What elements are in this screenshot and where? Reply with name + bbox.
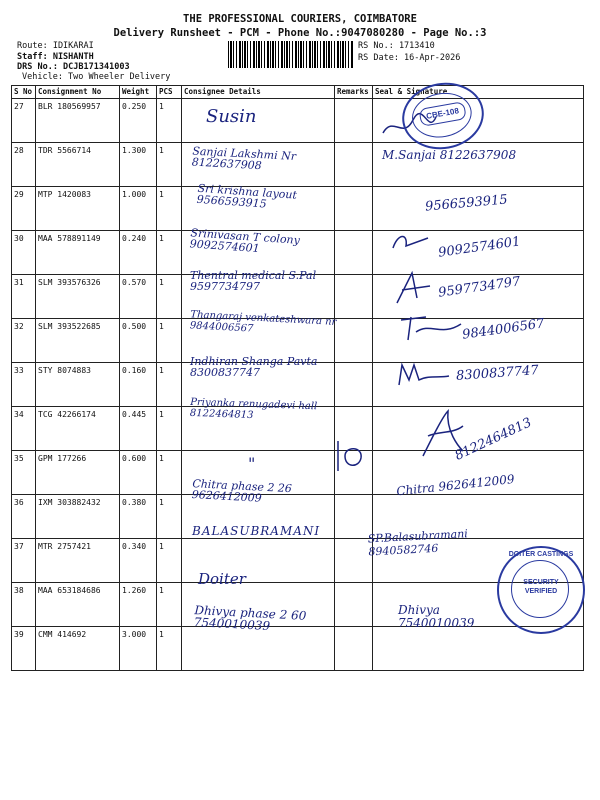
handwritten-consignee: Susin <box>206 106 257 127</box>
handwritten-signature: Chitra 9626412009 <box>395 472 516 499</box>
vehicle: Vehicle: Two Wheeler Delivery <box>22 72 171 82</box>
signature-stroke <box>397 273 430 303</box>
signature-stroke <box>393 236 428 248</box>
sno: 29 <box>12 187 36 231</box>
handwritten-consignee: Sri krishna layout 9566593915 <box>196 181 298 211</box>
col-signature: Seal & Signature <box>373 86 584 99</box>
consignment-no: TCG 42266174 <box>36 407 120 451</box>
handwritten-consignee: Priyanka renugadevi hall 8122464813 <box>189 396 318 422</box>
pcs: 1 <box>157 319 182 363</box>
handwritten-consignee: BALASUBRAMANI <box>192 524 321 538</box>
consignment-no: GPM 177266 <box>36 451 120 495</box>
sno: 27 <box>12 99 36 143</box>
handwritten-signature: 8122464813 <box>452 415 535 464</box>
pcs: 1 <box>157 143 182 187</box>
consignment-no: STY 8074883 <box>36 363 120 407</box>
company-title: THE PROFESSIONAL COURIERS, COIMBATORE <box>183 13 417 25</box>
handwritten-signature: 8300837747 <box>455 363 540 384</box>
signature-scribble <box>333 436 367 476</box>
signature-scribble <box>418 406 468 462</box>
col-consignment: Consignment No <box>36 86 120 99</box>
pcs: 1 <box>157 451 182 495</box>
handwritten-consignee: " <box>248 454 256 473</box>
barcode <box>228 41 354 68</box>
sno: 36 <box>12 495 36 539</box>
consignment-no: SLM 393576326 <box>36 275 120 319</box>
rs-date: RS Date: 16-Apr-2026 <box>358 53 461 63</box>
sno: 37 <box>12 539 36 583</box>
security-verified-stamp <box>497 546 585 634</box>
handwritten-consignee: Thangaraj venkateshwara nr 9844006567 <box>189 309 337 335</box>
sno: 34 <box>12 407 36 451</box>
signature <box>373 627 584 671</box>
weight: 0.160 <box>120 363 157 407</box>
handwritten-consignee: Doiter <box>198 570 246 588</box>
sno: 28 <box>12 143 36 187</box>
consignment-no: SLM 393522685 <box>36 319 120 363</box>
remarks <box>335 539 373 583</box>
pcs: 1 <box>157 495 182 539</box>
weight: 0.600 <box>120 451 157 495</box>
signature-scribble <box>394 360 454 388</box>
runsheet-subtitle: Delivery Runsheet - PCM - Phone No.:9047080280 - Page No.:3 <box>113 27 487 39</box>
table-row <box>12 99 584 143</box>
signature-stroke <box>399 365 449 385</box>
handwritten-consignee: Indhiran Shanga Pavta 8300837747 <box>190 355 318 379</box>
signature-scribble <box>388 228 433 258</box>
col-sno: S No <box>12 86 36 99</box>
sno: 38 <box>12 583 36 627</box>
route: Route: IDIKARAI <box>17 41 94 51</box>
handwritten-signature: 9597734797 <box>437 274 522 301</box>
handwritten-signature: M.Sanjai 8122637908 <box>382 148 517 162</box>
handwritten-consignee: Chitra phase 2 26 9626412009 <box>191 477 293 505</box>
consignment-no: IXM 303882432 <box>36 495 120 539</box>
consignee-details <box>182 99 335 143</box>
rs-number: RS No.: 1713410 <box>358 41 435 51</box>
handwritten-signature: 9566593915 <box>424 192 509 215</box>
pcs: 1 <box>157 539 182 583</box>
handwritten-signature: Dhivya 7540010039 <box>398 603 475 630</box>
stamp-company-name: DOITER CASTINGS <box>508 551 574 558</box>
pcs: 1 <box>157 363 182 407</box>
col-remarks: Remarks <box>335 86 373 99</box>
pcs: 1 <box>157 627 182 671</box>
handwritten-signature: SP.Balasubramani 8940582746 <box>367 527 469 559</box>
weight: 0.380 <box>120 495 157 539</box>
sno: 39 <box>12 627 36 671</box>
weight: 0.500 <box>120 319 157 363</box>
weight: 0.570 <box>120 275 157 319</box>
consignment-no: MTR 2757421 <box>36 539 120 583</box>
handwritten-consignee: Thentral medical S.Pal 9597734797 <box>190 269 317 293</box>
pcs: 1 <box>157 583 182 627</box>
pcs: 1 <box>157 99 182 143</box>
staff: Staff: NISHANTH <box>17 52 94 62</box>
signature-stroke <box>423 411 463 456</box>
sno: 31 <box>12 275 36 319</box>
table-header-row <box>12 86 584 99</box>
sno: 32 <box>12 319 36 363</box>
consignment-no: MAA 653184686 <box>36 583 120 627</box>
weight: 1.300 <box>120 143 157 187</box>
sno: 33 <box>12 363 36 407</box>
handwritten-consignee: Dhivya phase 2 60 7540010039 <box>193 603 307 634</box>
weight: 0.250 <box>120 99 157 143</box>
signature-stroke <box>338 441 361 471</box>
consignment-no: TDR 5566714 <box>36 143 120 187</box>
remarks <box>335 231 373 275</box>
pcs: 1 <box>157 407 182 451</box>
seal-code: CBE-108 <box>418 101 466 127</box>
weight: 1.260 <box>120 583 157 627</box>
consignment-no: MAA 578891149 <box>36 231 120 275</box>
col-consignee: Consignee Details <box>182 86 335 99</box>
sno: 35 <box>12 451 36 495</box>
handwritten-consignee: Sanjai Lakshmi Nr 8122637908 <box>191 144 297 173</box>
weight: 0.240 <box>120 231 157 275</box>
remarks <box>335 363 373 407</box>
consignment-no: BLR 180569957 <box>36 99 120 143</box>
consignment-no: MTP 1420083 <box>36 187 120 231</box>
weight: 0.340 <box>120 539 157 583</box>
signature-stroke <box>401 317 461 340</box>
col-weight: Weight <box>120 86 157 99</box>
stamp-center-text: SECURITY VERIFIED <box>523 579 559 595</box>
remarks <box>335 99 373 143</box>
pcs: 1 <box>157 187 182 231</box>
signature-scribble <box>396 312 466 342</box>
weight: 3.000 <box>120 627 157 671</box>
pcs: 1 <box>157 275 182 319</box>
weight: 0.445 <box>120 407 157 451</box>
signature-scribble <box>392 268 437 306</box>
consignment-no: CMM 414692 <box>36 627 120 671</box>
handwritten-consignee: Srinivasan T colony 9092574601 <box>189 226 301 256</box>
sno: 30 <box>12 231 36 275</box>
weight: 1.000 <box>120 187 157 231</box>
drs-number: DRS No.: DCJB171341003 <box>17 62 130 72</box>
col-pcs: PCS <box>157 86 182 99</box>
handwritten-signature: 9844006567 <box>461 316 546 343</box>
handwritten-signature: 9092574601 <box>437 234 522 261</box>
pcs: 1 <box>157 231 182 275</box>
